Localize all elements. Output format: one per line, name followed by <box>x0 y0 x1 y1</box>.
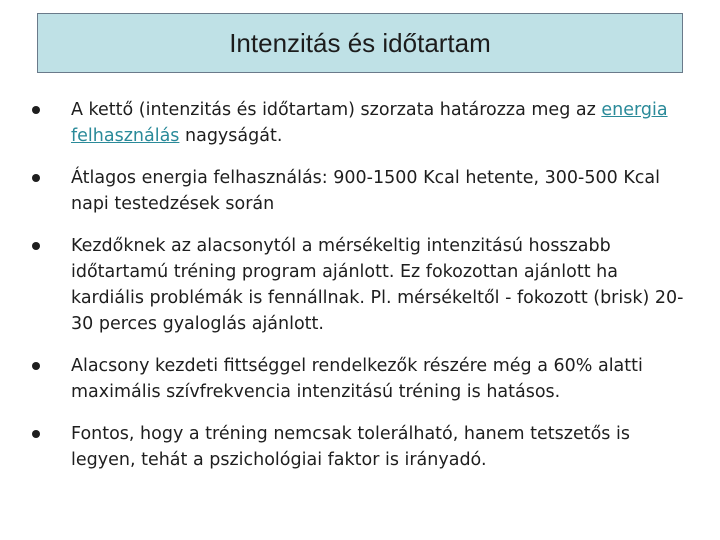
bullet-text: Fontos, hogy a tréning nemcsak tolerálható, hanem tetszetős is legyen, tehát a pszichológiai faktor is irányadó. <box>71 424 630 470</box>
bullet-item-1 <box>28 97 688 149</box>
bullet-text-after-link: nagyságát. <box>179 126 283 146</box>
bullet-dot-icon <box>32 362 40 370</box>
bullet-dot-icon <box>32 242 40 250</box>
bullet-dot-icon <box>32 430 40 438</box>
bullet-text: Átlagos energia felhasználás: 900-1500 Kcal hetente, 300-500 Kcal napi testedzések során <box>71 168 661 214</box>
bullet-item-3 <box>28 233 688 337</box>
bullet-item-2 <box>28 165 688 217</box>
bullet-item-4 <box>28 353 688 405</box>
bullet-dot-icon <box>32 174 40 182</box>
slide-title: Intenzitás és időtartam <box>229 27 491 58</box>
bullet-text: Alacsony kezdeti fittséggel rendelkezők részére még a 60% alatti maximális szívfrekvencia intenzitású tréning is hatásos. <box>71 356 643 402</box>
bullet-text-before-link: A kettő (intenzitás és időtartam) szorzata határozza meg az <box>71 100 602 120</box>
bullet-item-5 <box>28 421 688 473</box>
energia-felhasznalas-link[interactable]: energia felhasználás <box>71 100 668 146</box>
bullet-text: Kezdőknek az alacsonytól a mérsékeltig intenzitású hosszabb időtartamú tréning program ajánlott. Ez fokozottan ajánlott ha kardiális problémák is fennállnak. Pl. mérsékeltől - fokozott (brisk) 20-30 perces gyaloglás ajánlott. <box>71 236 684 334</box>
bullet-list <box>28 97 688 473</box>
title-box <box>37 13 683 73</box>
bullet-dot-icon <box>32 106 40 114</box>
